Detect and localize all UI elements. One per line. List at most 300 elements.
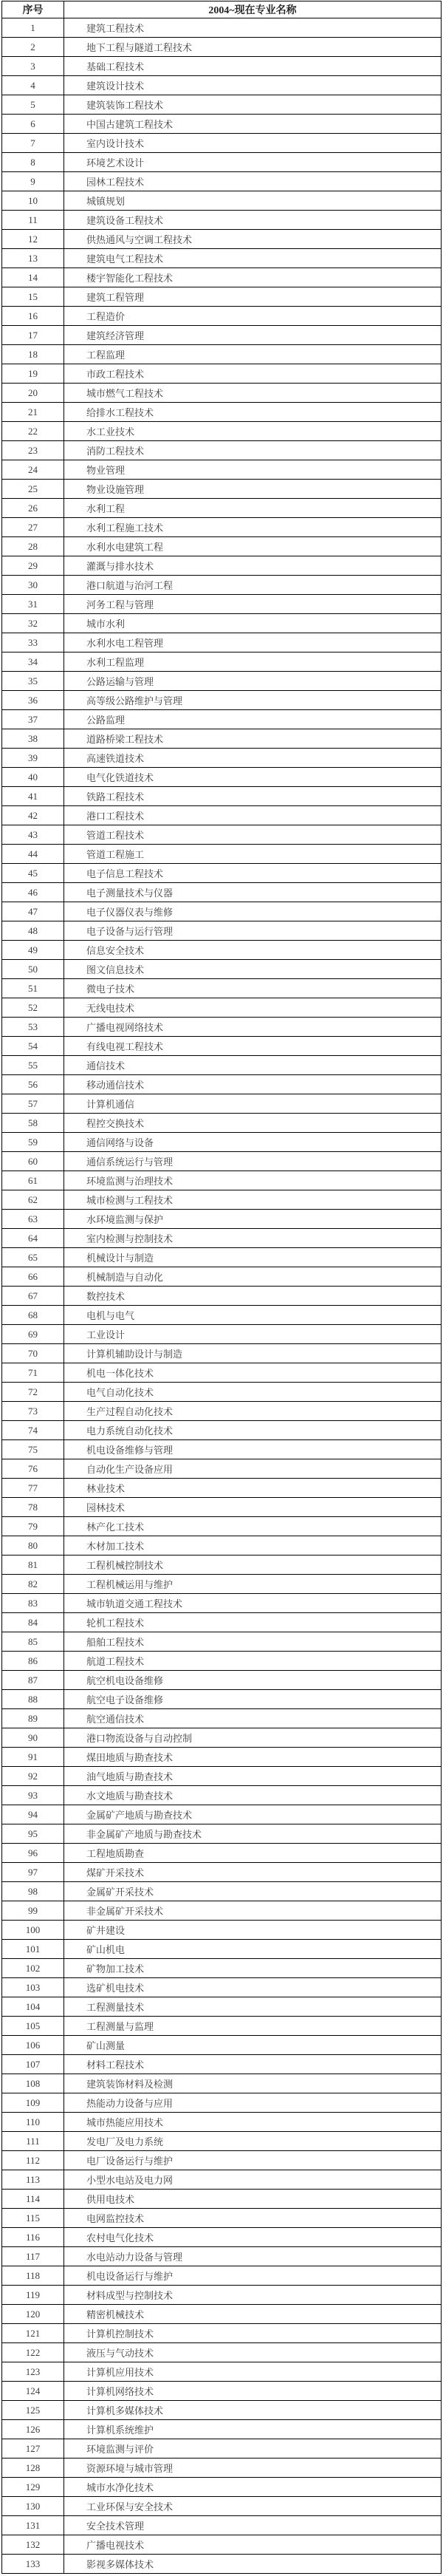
row-index-cell: 82 [2, 1575, 64, 1594]
table-row [2, 191, 442, 211]
row-index-cell: 115 [2, 2209, 64, 2228]
major-name-cell: 矿井建设 [64, 1921, 442, 1940]
row-index-cell: 84 [2, 1613, 64, 1632]
table-row [2, 422, 442, 441]
row-index-cell: 91 [2, 1748, 64, 1767]
row-index-cell: 15 [2, 287, 64, 307]
table-row [2, 2459, 442, 2478]
table-row [2, 960, 442, 979]
table-row [2, 1594, 442, 1613]
major-name-cell: 道路桥梁工程技术 [64, 729, 442, 749]
major-name-cell: 港口航道与治河工程 [64, 576, 442, 595]
row-index-cell: 46 [2, 883, 64, 902]
row-index-cell: 90 [2, 1728, 64, 1748]
table-row [2, 211, 442, 230]
major-name-cell: 管道工程技术 [64, 825, 442, 845]
row-index-cell: 43 [2, 825, 64, 845]
row-index-cell: 20 [2, 384, 64, 403]
table-row [2, 1440, 442, 1459]
major-name-cell: 非金属矿产地质与勘查技术 [64, 1824, 442, 1844]
table-row [2, 518, 442, 537]
row-index-cell: 57 [2, 1094, 64, 1114]
row-index-cell: 79 [2, 1517, 64, 1536]
row-index-cell: 62 [2, 1190, 64, 1210]
table-row [2, 1901, 442, 1921]
major-name-cell: 计算机控制技术 [64, 2324, 442, 2343]
table-row [2, 1536, 442, 1556]
row-index-cell: 80 [2, 1536, 64, 1556]
row-index-cell: 1 [2, 18, 64, 38]
table-row [2, 230, 442, 249]
major-name-cell: 机械制造与自动化 [64, 1267, 442, 1287]
row-index-cell: 114 [2, 2190, 64, 2209]
row-index-cell: 89 [2, 1709, 64, 1728]
table-row [2, 1767, 442, 1786]
major-name-cell: 建筑装饰工程技术 [64, 95, 442, 115]
table-row [2, 1728, 442, 1748]
table-row [2, 1844, 442, 1863]
table-row [2, 1709, 442, 1728]
row-index-cell: 76 [2, 1459, 64, 1479]
table-row [2, 1402, 442, 1421]
table-row [2, 1632, 442, 1652]
table-row [2, 1306, 442, 1325]
table-row [2, 1094, 442, 1114]
row-index-cell: 52 [2, 998, 64, 1018]
row-index-cell: 74 [2, 1421, 64, 1440]
table-row [2, 2382, 442, 2401]
table-row [2, 2247, 442, 2266]
table-row [2, 1267, 442, 1287]
table-row [2, 2439, 442, 2459]
table-row [2, 845, 442, 864]
table-row [2, 1556, 442, 1575]
major-name-cell: 电子设备与运行管理 [64, 921, 442, 941]
major-name-cell: 电力系统自动化技术 [64, 1421, 442, 1440]
major-name-cell: 微电子技术 [64, 979, 442, 998]
table-row [2, 1940, 442, 1959]
table-row [2, 441, 442, 460]
major-name-cell: 轮机工程技术 [64, 1613, 442, 1632]
table-row [2, 2401, 442, 2420]
row-index-cell: 106 [2, 2036, 64, 2055]
table-row [2, 595, 442, 614]
table-row [2, 38, 442, 57]
table-row [2, 1363, 442, 1383]
row-index-cell: 59 [2, 1133, 64, 1152]
major-name-cell: 计算机应用技术 [64, 2362, 442, 2382]
table-row [2, 633, 442, 652]
major-name-cell: 港口物流设备与自动控制 [64, 1728, 442, 1748]
table-row [2, 1690, 442, 1709]
major-name-cell: 航空电子设备维修 [64, 1690, 442, 1709]
row-index-cell: 103 [2, 1978, 64, 1997]
major-name-cell: 电网监控技术 [64, 2209, 442, 2228]
major-name-cell: 机械设计与制造 [64, 1248, 442, 1267]
major-name-cell: 计算机系统维护 [64, 2420, 442, 2439]
major-name-cell: 河务工程与管理 [64, 595, 442, 614]
table-row [2, 787, 442, 806]
row-index-cell: 107 [2, 2055, 64, 2074]
table-row [2, 1997, 442, 2017]
major-name-cell: 工程监理 [64, 345, 442, 364]
row-index-cell: 22 [2, 422, 64, 441]
major-name-cell: 工业设计 [64, 1325, 442, 1344]
major-name-cell: 楼宇智能化工程技术 [64, 268, 442, 287]
row-index-cell: 56 [2, 1075, 64, 1094]
row-index-cell: 64 [2, 1229, 64, 1248]
row-index-cell: 94 [2, 1805, 64, 1824]
table-row [2, 249, 442, 268]
major-name-cell: 林业技术 [64, 1479, 442, 1498]
table-row [2, 1575, 442, 1594]
major-name-cell: 选矿机电技术 [64, 1978, 442, 1997]
row-index-cell: 120 [2, 2305, 64, 2324]
major-name-cell: 园林工程技术 [64, 172, 442, 191]
table-row [2, 57, 442, 76]
major-name-cell: 公路运输与管理 [64, 672, 442, 691]
table-header [2, 1, 442, 18]
major-name-cell: 电子测量技术与仪器 [64, 883, 442, 902]
row-index-cell: 26 [2, 499, 64, 518]
table-row [2, 1863, 442, 1882]
table-row [2, 1075, 442, 1094]
table-row [2, 2286, 442, 2305]
table-row [2, 902, 442, 921]
major-name-cell: 地下工程与隧道工程技术 [64, 38, 442, 57]
major-name-cell: 城市热能应用技术 [64, 2113, 442, 2132]
row-index-cell: 75 [2, 1440, 64, 1459]
row-index-cell: 12 [2, 230, 64, 249]
major-name-cell: 影视多媒体技术 [64, 2555, 442, 2574]
table-row [2, 2170, 442, 2190]
row-index-cell: 4 [2, 76, 64, 95]
major-name-cell: 消防工程技术 [64, 441, 442, 460]
major-name-cell: 工程测量与监理 [64, 2017, 442, 2036]
row-index-cell: 66 [2, 1267, 64, 1287]
major-name-cell: 基础工程技术 [64, 57, 442, 76]
row-index-cell: 23 [2, 441, 64, 460]
row-index-cell: 50 [2, 960, 64, 979]
row-index-cell: 60 [2, 1152, 64, 1171]
row-index-cell: 49 [2, 941, 64, 960]
row-index-cell: 32 [2, 614, 64, 633]
table-row [2, 1479, 442, 1498]
row-index-cell: 11 [2, 211, 64, 230]
row-index-cell: 83 [2, 1594, 64, 1613]
table-row [2, 115, 442, 134]
table-row [2, 1498, 442, 1517]
major-name-cell: 市政工程技术 [64, 364, 442, 384]
row-index-cell: 78 [2, 1498, 64, 1517]
column-header-major-name: 2004~现在专业名称 [64, 1, 442, 18]
table-row [2, 1114, 442, 1133]
table-row [2, 672, 442, 691]
row-index-cell: 51 [2, 979, 64, 998]
major-name-cell: 建筑经济管理 [64, 326, 442, 345]
table-row [2, 1210, 442, 1229]
major-name-cell: 管道工程施工 [64, 845, 442, 864]
major-name-cell: 工程机械控制技术 [64, 1556, 442, 1575]
table-row [2, 1037, 442, 1056]
row-index-cell: 33 [2, 633, 64, 652]
major-name-cell: 计算机通信 [64, 1094, 442, 1114]
major-name-cell: 工业环保与安全技术 [64, 2497, 442, 2516]
table-row [2, 2266, 442, 2286]
row-index-cell: 131 [2, 2516, 64, 2535]
row-index-cell: 111 [2, 2132, 64, 2151]
table-row [2, 1921, 442, 1940]
row-index-cell: 72 [2, 1383, 64, 1402]
table-row [2, 2420, 442, 2439]
major-name-cell: 供热通风与空调工程技术 [64, 230, 442, 249]
row-index-cell: 69 [2, 1325, 64, 1344]
row-index-cell: 48 [2, 921, 64, 941]
major-name-cell: 广播电视技术 [64, 2535, 442, 2555]
row-index-cell: 81 [2, 1556, 64, 1575]
row-index-cell: 9 [2, 172, 64, 191]
table-row [2, 1959, 442, 1978]
table-row [2, 1018, 442, 1037]
table-row [2, 749, 442, 768]
row-index-cell: 45 [2, 864, 64, 883]
table-row [2, 691, 442, 710]
row-index-cell: 28 [2, 537, 64, 556]
row-index-cell: 121 [2, 2324, 64, 2343]
major-name-cell: 水利工程施工技术 [64, 518, 442, 537]
major-name-cell: 电机与电气 [64, 1306, 442, 1325]
major-name-cell: 电子信息工程技术 [64, 864, 442, 883]
major-name-cell: 物业管理 [64, 460, 442, 480]
table-body [2, 18, 442, 2574]
row-index-cell: 126 [2, 2420, 64, 2439]
row-index-cell: 127 [2, 2439, 64, 2459]
row-index-cell: 10 [2, 191, 64, 211]
row-index-cell: 21 [2, 403, 64, 422]
major-name-cell: 信息安全技术 [64, 941, 442, 960]
table-row [2, 172, 442, 191]
major-name-cell: 室内检测与控制技术 [64, 1229, 442, 1248]
table-row [2, 921, 442, 941]
row-index-cell: 34 [2, 652, 64, 672]
row-index-cell: 71 [2, 1363, 64, 1383]
row-index-cell: 123 [2, 2362, 64, 2382]
row-index-cell: 42 [2, 806, 64, 825]
row-index-cell: 27 [2, 518, 64, 537]
table-row [2, 2555, 442, 2574]
table-row [2, 480, 442, 499]
row-index-cell: 29 [2, 556, 64, 576]
row-index-cell: 113 [2, 2170, 64, 2190]
table-row [2, 1344, 442, 1363]
table-row [2, 2055, 442, 2074]
row-index-cell: 128 [2, 2459, 64, 2478]
table-row [2, 460, 442, 480]
row-index-cell: 118 [2, 2266, 64, 2286]
table-row [2, 95, 442, 115]
major-name-cell: 广播电视网络技术 [64, 1018, 442, 1037]
row-index-cell: 93 [2, 1786, 64, 1805]
major-name-cell: 电厂设备运行与维护 [64, 2151, 442, 2170]
row-index-cell: 39 [2, 749, 64, 768]
major-name-cell: 电气自动化技术 [64, 1383, 442, 1402]
table-row [2, 1671, 442, 1690]
major-name-cell: 安全技术管理 [64, 2516, 442, 2535]
table-row [2, 307, 442, 326]
table-row [2, 384, 442, 403]
major-name-cell: 环境监测与治理技术 [64, 1171, 442, 1190]
table-row [2, 499, 442, 518]
table-row [2, 1786, 442, 1805]
table-row [2, 1190, 442, 1210]
row-index-cell: 125 [2, 2401, 64, 2420]
row-index-cell: 38 [2, 729, 64, 749]
table-row [2, 806, 442, 825]
major-name-cell: 航空通信技术 [64, 1709, 442, 1728]
major-name-cell: 金属矿开采技术 [64, 1882, 442, 1901]
table-row [2, 998, 442, 1018]
row-index-cell: 36 [2, 691, 64, 710]
row-index-cell: 119 [2, 2286, 64, 2305]
major-name-cell: 城镇规划 [64, 191, 442, 211]
table-row [2, 2535, 442, 2555]
major-name-cell: 移动通信技术 [64, 1075, 442, 1094]
table-row [2, 1421, 442, 1440]
major-name-cell: 室内设计技术 [64, 134, 442, 153]
major-name-cell: 热能动力设备与应用 [64, 2093, 442, 2113]
row-index-cell: 35 [2, 672, 64, 691]
table-row [2, 153, 442, 172]
major-name-cell: 木材加工技术 [64, 1536, 442, 1556]
table-row [2, 576, 442, 595]
major-name-cell: 电气化铁道技术 [64, 768, 442, 787]
major-name-cell: 农村电气化技术 [64, 2228, 442, 2247]
major-name-cell: 建筑装饰材料及检测 [64, 2074, 442, 2093]
table-row [2, 537, 442, 556]
header-row [2, 1, 442, 18]
major-name-cell: 非金属矿开采技术 [64, 1901, 442, 1921]
major-name-cell: 水利工程监理 [64, 652, 442, 672]
row-index-cell: 116 [2, 2228, 64, 2247]
table-row [2, 134, 442, 153]
table-row [2, 941, 442, 960]
major-name-cell: 水利水电建筑工程 [64, 537, 442, 556]
major-name-cell: 城市水利 [64, 614, 442, 633]
table-row [2, 1229, 442, 1248]
table-row [2, 729, 442, 749]
row-index-cell: 16 [2, 307, 64, 326]
table-row [2, 1652, 442, 1671]
row-index-cell: 77 [2, 1479, 64, 1498]
major-name-cell: 水环境监测与保护 [64, 1210, 442, 1229]
major-name-cell: 程控交换技术 [64, 1114, 442, 1133]
row-index-cell: 7 [2, 134, 64, 153]
row-index-cell: 95 [2, 1824, 64, 1844]
major-name-cell: 液压与气动技术 [64, 2343, 442, 2362]
table-row [2, 1248, 442, 1267]
major-name-cell: 公路监理 [64, 710, 442, 729]
major-name-cell: 供用电技术 [64, 2190, 442, 2209]
major-name-cell: 城市燃气工程技术 [64, 384, 442, 403]
row-index-cell: 108 [2, 2074, 64, 2093]
major-name-cell: 煤矿开采技术 [64, 1863, 442, 1882]
row-index-cell: 37 [2, 710, 64, 729]
major-name-cell: 物业设施管理 [64, 480, 442, 499]
major-name-cell: 水利工程 [64, 499, 442, 518]
row-index-cell: 47 [2, 902, 64, 921]
table-row [2, 1824, 442, 1844]
table-row [2, 1805, 442, 1824]
row-index-cell: 68 [2, 1306, 64, 1325]
row-index-cell: 53 [2, 1018, 64, 1037]
row-index-cell: 61 [2, 1171, 64, 1190]
major-name-cell: 建筑工程技术 [64, 18, 442, 38]
table-row [2, 2093, 442, 2113]
major-name-cell: 铁路工程技术 [64, 787, 442, 806]
major-name-cell: 城市水净化技术 [64, 2478, 442, 2497]
table-row [2, 1517, 442, 1536]
row-index-cell: 3 [2, 57, 64, 76]
row-index-cell: 87 [2, 1671, 64, 1690]
table-row [2, 2362, 442, 2382]
row-index-cell: 97 [2, 1863, 64, 1882]
table-row [2, 2478, 442, 2497]
table-row [2, 710, 442, 729]
row-index-cell: 133 [2, 2555, 64, 2574]
column-header-index: 序号 [2, 1, 64, 18]
major-name-cell: 自动化生产设备应用 [64, 1459, 442, 1479]
table-row [2, 1459, 442, 1479]
table-row [2, 1152, 442, 1171]
major-name-cell: 小型水电站及电力网 [64, 2170, 442, 2190]
table-row [2, 979, 442, 998]
table-row [2, 2497, 442, 2516]
major-name-cell: 机电设备运行与维护 [64, 2266, 442, 2286]
major-name-cell: 建筑设备工程技术 [64, 211, 442, 230]
row-index-cell: 122 [2, 2343, 64, 2362]
row-index-cell: 55 [2, 1056, 64, 1075]
major-name-cell: 灌溉与排水技术 [64, 556, 442, 576]
major-name-cell: 中国古建筑工程技术 [64, 115, 442, 134]
table-row [2, 76, 442, 95]
major-name-cell: 有线电视工程技术 [64, 1037, 442, 1056]
major-name-cell: 工程地质勘查 [64, 1844, 442, 1863]
major-name-cell: 生产过程自动化技术 [64, 1402, 442, 1421]
table-row [2, 403, 442, 422]
row-index-cell: 54 [2, 1037, 64, 1056]
row-index-cell: 5 [2, 95, 64, 115]
table-row [2, 2516, 442, 2535]
major-name-cell: 计算机辅助设计与制造 [64, 1344, 442, 1363]
table-row [2, 2324, 442, 2343]
major-name-cell: 航道工程技术 [64, 1652, 442, 1671]
table-row [2, 1613, 442, 1632]
row-index-cell: 18 [2, 345, 64, 364]
major-name-cell: 矿山测量 [64, 2036, 442, 2055]
major-name-cell: 电子仪器仪表与维修 [64, 902, 442, 921]
table-row [2, 1383, 442, 1402]
row-index-cell: 58 [2, 1114, 64, 1133]
table-row [2, 864, 442, 883]
row-index-cell: 14 [2, 268, 64, 287]
table-row [2, 1287, 442, 1306]
table-row [2, 2343, 442, 2362]
row-index-cell: 6 [2, 115, 64, 134]
table-row [2, 2113, 442, 2132]
major-name-cell: 计算机网络技术 [64, 2382, 442, 2401]
major-name-cell: 工程机械运用与维护 [64, 1575, 442, 1594]
major-name-cell: 船舶工程技术 [64, 1632, 442, 1652]
